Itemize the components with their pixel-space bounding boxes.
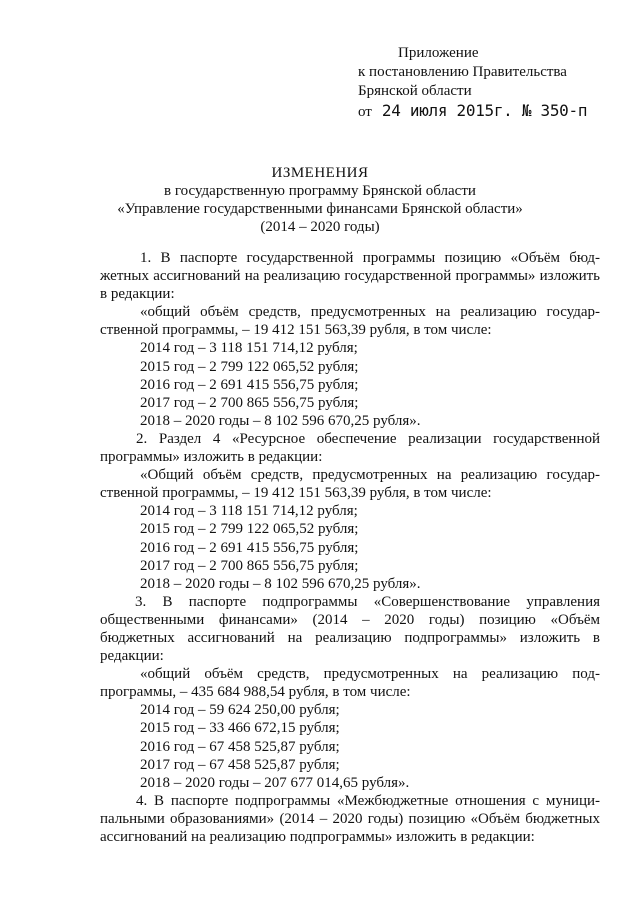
- body-line: 2017 год – 2 700 865 556,75 рубля;: [140, 557, 359, 574]
- body-line: «общий объём средств, предусмотренных на реализацию под-: [140, 666, 600, 683]
- body-line: 2016 год – 2 691 415 556,75 рубля;: [140, 539, 359, 556]
- body-line: 2018 – 2020 годы – 207 677 014,65 рубля».: [140, 774, 410, 791]
- body-line: программы» изложить в редакции:: [100, 449, 323, 466]
- body-line: бюджетных ассигнований на реализацию подпрограммы» изложить в: [100, 629, 600, 646]
- body-line: ственной программы, – 19 412 151 563,39 рубля, в том числе:: [100, 485, 492, 502]
- document-title: [0, 164, 640, 236]
- appendix-line-2: к постановлению Правительства: [358, 64, 567, 80]
- title-heading: ИЗМЕНЕНИЯ: [271, 165, 369, 181]
- body-line: «Общий объём средств, предусмотренных на реализацию государ-: [140, 467, 600, 484]
- body-line: 2015 год – 2 799 122 065,52 рубля;: [140, 358, 359, 375]
- body-line: 2018 – 2020 годы – 8 102 596 670,25 рубля».: [140, 575, 421, 592]
- body-line: пальными образованиями» (2014 – 2020 годы) позицию «Объём бюджетных: [100, 810, 600, 827]
- appendix-date-handwritten: 24 июля 2015г. № 350-п: [381, 101, 588, 120]
- body-line: 1. В паспорте государственной программы позицию «Объём бюд-: [140, 250, 600, 266]
- appendix-date-line: [358, 101, 587, 122]
- body-line: в редакции:: [100, 286, 175, 303]
- body-line: редакции:: [100, 648, 164, 665]
- body-line: «общий объём средств, предусмотренных на реализацию государ-: [140, 304, 600, 321]
- body-line: 2018 – 2020 годы – 8 102 596 670,25 рубля».: [140, 412, 421, 429]
- body-line: жетных ассигнований на реализацию государственной программы» изложить: [100, 268, 600, 285]
- body-line: программы, – 435 684 988,54 рубля, в том числе:: [100, 684, 411, 701]
- appendix-block: [358, 44, 587, 122]
- body-line: 2. Раздел 4 «Ресурсное обеспечение реализации государственной: [136, 430, 600, 447]
- body-line: ственной программы, – 19 412 151 563,39 рубля, в том числе:: [100, 322, 492, 339]
- body-line: 2014 год – 3 118 151 714,12 рубля;: [140, 503, 358, 520]
- body-line: 2014 год – 59 624 250,00 рубля;: [140, 702, 340, 719]
- body-line: 2015 год – 2 799 122 065,52 рубля;: [140, 521, 359, 538]
- body-line: 4. В паспорте подпрограммы «Межбюджетные отношения с муници-: [136, 792, 600, 809]
- title-line-4: (2014 – 2020 годы): [260, 219, 380, 235]
- appendix-date-prefix: от: [358, 104, 372, 120]
- body-line: 2017 год – 2 700 865 556,75 рубля;: [140, 394, 359, 411]
- appendix-title: Приложение: [398, 45, 479, 61]
- body-line: общественными финансами» (2014 – 2020 годы) позицию «Объём: [100, 611, 600, 628]
- body-line: 2016 год – 2 691 415 556,75 рубля;: [140, 376, 359, 393]
- body-line: 2015 год – 33 466 672,15 рубля;: [140, 720, 340, 737]
- document-body: [100, 249, 600, 846]
- body-line: 2014 год – 3 118 151 714,12 рубля;: [140, 340, 358, 357]
- body-line: 2016 год – 67 458 525,87 рубля;: [140, 738, 340, 755]
- body-line: ассигнований на реализацию подпрограммы» изложить в редакции:: [100, 829, 535, 845]
- title-line-2: в государственную программу Брянской области: [164, 183, 476, 199]
- body-line: 3. В паспорте подпрограммы «Совершенствование управления: [135, 593, 600, 610]
- body-line: 2017 год – 67 458 525,87 рубля;: [140, 756, 340, 773]
- title-line-3: «Управление государственными финансами Брянской области»: [117, 201, 523, 217]
- appendix-line-3: Брянской области: [358, 83, 472, 99]
